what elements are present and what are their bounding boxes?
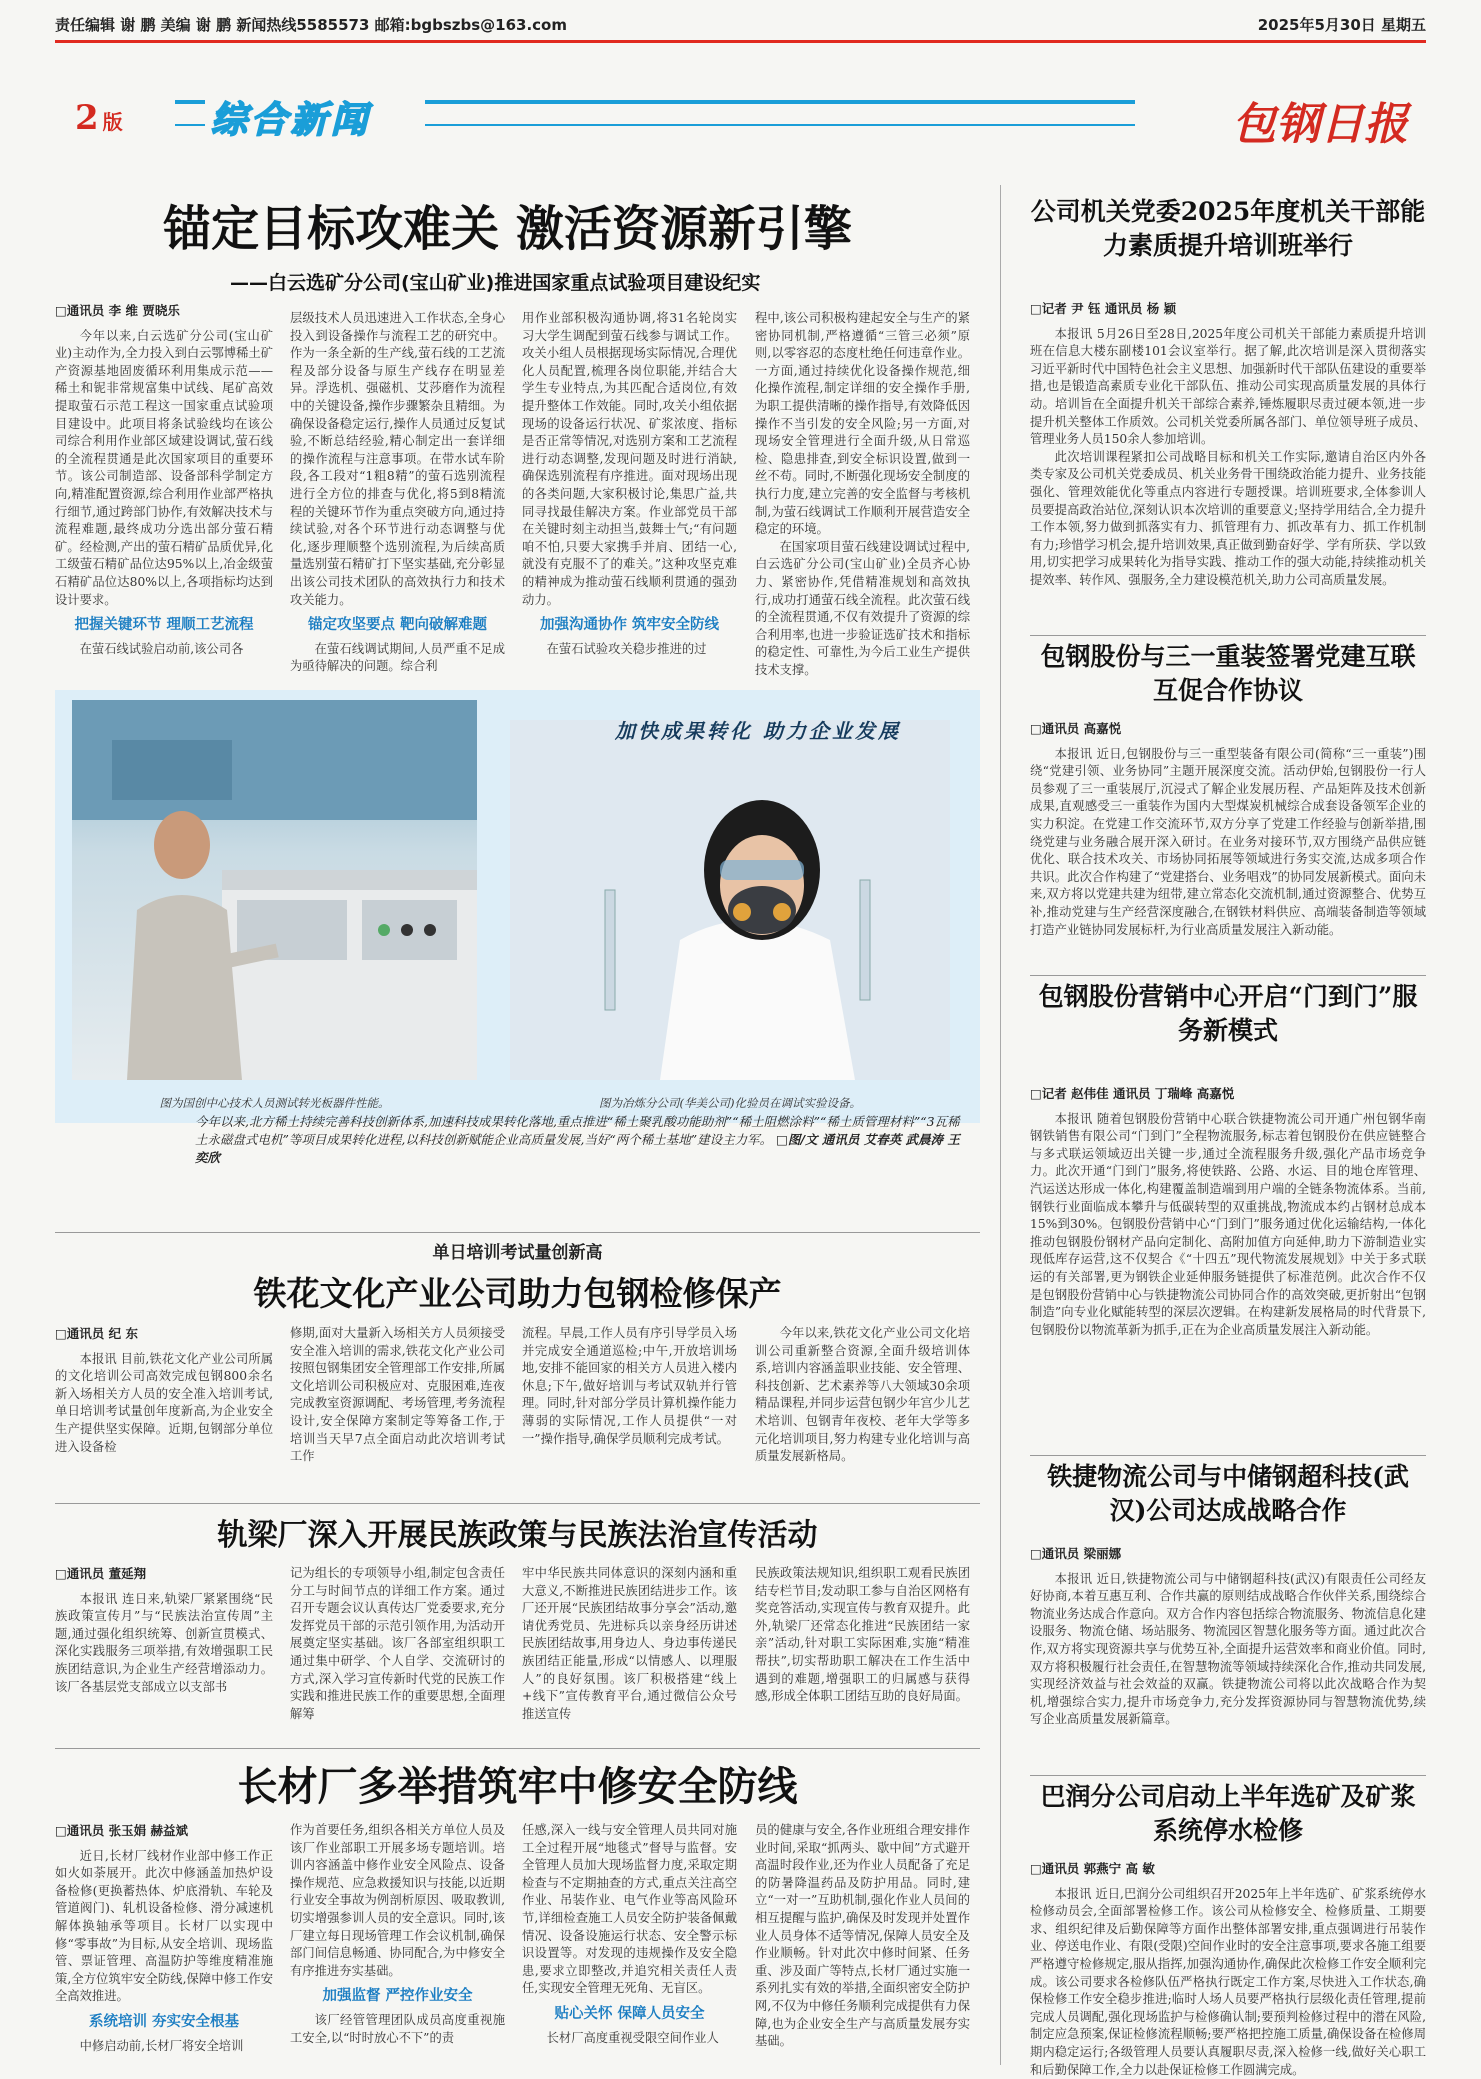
byline: □通讯员 郭燕宁 高 敏 bbox=[1030, 1861, 1155, 1876]
photo-caption-2: 图为冶炼分公司(华美公司)化验员在调试实验设备。 bbox=[599, 1096, 861, 1110]
paragraph: 本报讯 连日来,轨梁厂紧紧围绕“民族政策宣传月”与“民族法治宣传周”主题,通过强化组织统筹、创新宣贯模式、深化实践服务三项举措,有效增强职工民族团结意识,为企业生产经营增添动力。该厂各基层党支部成立以支部书 bbox=[55, 1591, 273, 1694]
kicker: 单日培训考试量创新高 bbox=[432, 1243, 603, 1263]
article-title: 包钢股份与三一重装签署党建互联互促合作协议 bbox=[1040, 642, 1416, 705]
byline: □记者 尹 钰 通讯员 杨 颖 bbox=[1030, 301, 1177, 316]
article-title: 铁捷物流公司与中储钢超科技(武汉)公司达成战略合作 bbox=[1047, 1462, 1409, 1525]
divider bbox=[55, 1503, 980, 1504]
paragraph: 牢中华民族共同体意识的深刻内涵和重大意义,不断推进民族团结进步工作。该厂还开展“民族团结故事分享会”活动,邀请优秀党员、先进标兵以亲身经历讲述民族团结故事,用身边人、身边事传递民族团结正能量,形成“以情感人、以理服人”的良好氛围。该厂积极搭建“线上+线下”宣传教育平台,通过微信公众号推送宣传 bbox=[522, 1566, 737, 1721]
a4-col-2 bbox=[290, 1822, 505, 2062]
byline: □通讯员 张玉娟 赫益斌 bbox=[55, 1823, 189, 1838]
a3-col-1 bbox=[55, 1565, 273, 1745]
a4-col-3 bbox=[522, 1822, 737, 2062]
photo-lab-analyst bbox=[510, 720, 950, 1080]
paragraph: 程中,该公司积极构建起安全与生产的紧密协同机制,严格遵循“三管三必须”原则,以零容忍的态度杜绝任何违章作业。一方面,通过持续优化设备操作规范,细化操作流程,制定详细的安全操作手册,为职工提供清晰的操作指导,有效降低因操作不当引发的安全风险;另一方面,对现场安全管理进行全面升级,从日常巡检、隐患排查,到安全标识设置,做到一丝不苟。同时,不断强化现场安全制度的执行力度,建立完善的安全监督与考核机制,为萤石线调试工作顺利开展营造安全稳定的环境。 bbox=[755, 311, 970, 537]
article-title: 铁花文化产业公司助力包钢检修保产 bbox=[253, 1274, 782, 1313]
paragraph: 今年以来,白云选矿分公司(宝山矿业)主动作为,全力投入到白云鄂博稀土矿产资源基地固废循环利用集成示范——稀土和铌非常规富集中试线、尾矿高效提取萤石示范工程这一国家重点试验项目建设中。此项目将条试验线均在该公司综合利用作业部区域建设调试,萤石线的全流程贯通是此次国家项目的重要环节。该公司制造部、设备部科学制定方向,精准配置资源,综合利用作业部严格执行细节,通过跨部门协作,有效解决技术与流程难题,最终成功分选出部分萤石精矿。经检测,产出的萤石精矿品质优异,化工级萤石精矿品位达95%以上,冶金级萤石精矿品位达80%以上,各项指标均达到设计要求。 bbox=[55, 328, 273, 607]
a1-col-4 bbox=[755, 310, 970, 677]
r4-body bbox=[1030, 1545, 1426, 1775]
paragraph: 今年以来,铁花文化产业公司文化培训公司重新整合资源,全面升级培训体系,培训内容涵盖职业技能、安全管理、科技创新、艺术素养等八大领域30余项精品课程,并同步运营包钢少年宫少儿艺术培训、包钢青年夜校、老年大学等多元化培训项目,努力构建专业化培训与高质量发展新格局。 bbox=[755, 1326, 970, 1464]
article-title: 长材厂多举措筑牢中修安全防线 bbox=[237, 1764, 798, 1810]
paragraph: 在萤石线试验启动前,该公司各 bbox=[79, 641, 244, 656]
divider bbox=[55, 1232, 980, 1233]
article-title: 包钢股份营销中心开启“门到门”服务新模式 bbox=[1038, 982, 1418, 1045]
masthead-logo: 包钢日报 bbox=[1222, 88, 1408, 152]
paragraph: 员的健康与安全,各作业班组合理安排作业时间,采取“抓两头、歇中间”方式避开高温时段作业,还为作业人员配备了充足的防暑降温药品及防护用品。同时,建立“一对一”互助机制,强化作业人员间的相互提醒与监护,确保及时发现并处置作业人员身体不适等情况,保障人员安全及作业顺畅。针对此次中修时间紧、任务重、涉及面广等特点,长材厂通过实施一系列扎实有效的举措,全面织密安全防护网,不仅为中修任务顺利完成提供有力保障,也为企业安全生产与高质量发展夯实基础。 bbox=[755, 1823, 970, 2049]
a3-col-3 bbox=[522, 1565, 737, 1745]
divider bbox=[1030, 1775, 1426, 1776]
paragraph: 在萤石线调试期间,人员严重不足成为亟待解决的问题。综合利 bbox=[290, 641, 505, 674]
article-title: 巴润分公司启动上半年选矿及矿浆系统停水检修 bbox=[1040, 1782, 1416, 1845]
paragraph: 修期,面对大量新入场相关方人员须接受安全准入培训的需求,铁花文化产业公司按照包钢集团安全管理部工作安排,所属文化培训公司积极应对、克服困难,连夜完成教室资源调配、考场管理,考务流程设计,安全保障方案制定等筹备工作,于培训当天早7点全面启动此次培训考试工作 bbox=[290, 1326, 505, 1464]
photo-feature-text bbox=[195, 1113, 960, 1167]
column-divider bbox=[1000, 185, 1001, 2065]
article-title: 公司机关党委2025年度机关干部能力素质提升培训班举行 bbox=[1030, 197, 1426, 260]
a2-col-4 bbox=[755, 1325, 970, 1505]
paragraph: 本报讯 近日,巴润分公司组织召开2025年上半年选矿、矿浆系统停水检修动员会,全面部署检修工作。该公司从检修安全、检修质量、工期要求、组织纪律及后勤保障等方面作出整体部署安排,重点强调进行吊装作业、停送电作业、有限(受限)空间作业时的安全注意事项,要求各施工组要严格遵守检修规定,服从指挥,加强沟通协作,确保此次检修工作安全顺利完成。该公司要求各检修队伍严格执行既定工作方案,尽快进入工作状态,确保检修工作安全稳步推进;临时人场人员要严格执行层级化责任管理,提前完成人员调配,强化现场监护与检修确认制;要预判检修过程中的潜在风险,制定应急预案,保证检修流程顺畅;要严格把控施工质量,确保设备在检修周期内稳定运行;各级管理人员要认真履职尽责,深入检修一线,做好关心职工和后勤保障工作,全力以赴保证检修工作圆满完成。 bbox=[1030, 1886, 1426, 2077]
paragraph: 此次培训课程紧扣公司战略目标和机关工作实际,邀请自治区内外各类专家及公司机关党委成员、机关业务骨干围绕政治能力提升、业务技能强化、管理效能优化等重点内容进行专题授课。培训班要求,全体参训人员要提高政治站位,深刻认识本次培训的重要意义;坚持学用结合,全力提升工作本领,努力做到抓落实有力、抓管理有力、抓改革有力、抓工作机制有力;珍惜学习机会,提升培训效果,真正做到勤奋好学、学有所获、学以致用,切实把学习成果转化为指导实践、推动工作的强大动能,持续推动机关提效率、转作风、强服务,全力建设模范机关,助力公司高质量发展。 bbox=[1030, 449, 1426, 587]
byline: □通讯员 董延翔 bbox=[55, 1566, 147, 1581]
byline: □通讯员 纪 东 bbox=[55, 1326, 139, 1341]
paragraph: 民族政策法规知识,组织职工观看民族团结专栏节目;发动职工参与自治区网格有奖竞答活动,实现宣传与教育双提升。此外,轨梁厂还常态化推进“民族团结一家亲”活动,针对职工实际困难,实施“精准帮扶”,切实帮助职工解决在工作生活中遇到的难题,增强职工的归属感与获得感,形成全体职工团结互助的良好局面。 bbox=[755, 1566, 970, 1704]
subheading: 加强沟通协作 筑牢安全防线 bbox=[539, 617, 720, 634]
article-title: 轨梁厂深入开展民族政策与民族法治宣传活动 bbox=[217, 1518, 818, 1553]
r3-body bbox=[1030, 1085, 1426, 1455]
subheading: 锚定攻坚要点 靶向破解难题 bbox=[307, 617, 488, 634]
a1-col-3 bbox=[522, 310, 737, 667]
a1-col-1 bbox=[55, 302, 273, 667]
byline: □通讯员 梁丽娜 bbox=[1030, 1546, 1122, 1561]
page-header bbox=[55, 14, 1426, 36]
divider bbox=[1030, 1455, 1426, 1456]
a1-col-2 bbox=[290, 310, 505, 674]
paragraph: 本报讯 随着包钢股份营销中心联合铁捷物流公司开通广州包钢华南钢铁销售有限公司“门到门”全程物流服务,标志着包钢股份在供应链整合与多式联运领域迈出关键一步,通过全流程服务升级,强化产品市场竞争力。此次开通“门到门”服务,将使铁路、公路、水运、目的地仓库管理、汽运送达形成一体化,构建覆盖制造端到用户端的全链条物流体系。当前,钢铁行业面临成本攀升与低碳转型的双重挑战,物流成本约占钢材总成本15%到30%。包钢股份营销中心“门到门”服务通过优化运输结构,一体化推动包钢股份钢材产品向定制化、高附加值方向延伸,助力下游制造业实现低库存运营,这不仅契合《“十四五”现代物流发展规划》中关于多式联运的有关部署,更为钢铁企业延伸服务链提供了标准范例。此次合作不仅是包钢股份营销中心与铁捷物流公司协同合作的高效突破,更折射出“包钢制造”向专业化赋能转型的深层次逻辑。在构建新发展格局的时代背景下,包钢股份以物流革新为抓手,正在为企业高质量发展注入新动能。 bbox=[1030, 1111, 1426, 1337]
paragraph: 作为首要任务,组织各相关方单位人员及该厂作业部职工开展多场专题培训。培训内容涵盖中修作业安全风险点、设备操作规范、应急救援知识与技能,以近期行业安全事故为例剖析原因、吸取教训,切实增强参训人员的安全意识。同时,该厂建立每日现场管理工作会议机制,确保部门间信息畅通、协同配合,为中修安全有序推进夯实基础。 bbox=[290, 1823, 505, 1978]
paragraph: 长材厂高度重视受限空间作业人 bbox=[546, 2030, 719, 2045]
a4-col-1 bbox=[55, 1822, 273, 2062]
issue-date: 2025年5月30日 星期五 bbox=[1257, 16, 1426, 34]
header-rule bbox=[55, 40, 1426, 43]
byline: □通讯员 高嘉悦 bbox=[1030, 721, 1122, 736]
paragraph: 在国家项目萤石线建设调试过程中,白云选矿分公司(宝山矿业)全员齐心协力、紧密协作,凭借精准规划和高效执行,成功打通萤石线全流程。此次萤石线的全流程贯通,不仅有效提升了资源的综合利用率,也进一步验证选矿技术和指标的稳定性、可靠性,为今后工业生产提供技术支撑。 bbox=[755, 539, 970, 677]
byline: □记者 赵伟佳 通讯员 丁瑞峰 高嘉悦 bbox=[1030, 1086, 1235, 1101]
photo-lab-technician bbox=[72, 700, 477, 1080]
subheading: 贴心关怀 保障人员安全 bbox=[554, 2005, 705, 2022]
a2-col-3 bbox=[522, 1325, 737, 1505]
paragraph: 任感,深入一线与安全管理人员共同对施工全过程开展“地毯式”督导与监督。安全管理人员加大现场监督力度,采取定期检查与不定期抽查的方式,重点关注高空作业、吊装作业、电气作业等高风险环节,详细检查施工人员安全防护装备佩戴情况、设备设施运行状态、安全警示标识设置等。对发现的违规操作及安全隐患,要求立即整改,并追究相关责任人责任,实现安全管理无死角、无盲区。 bbox=[522, 1823, 737, 1996]
photo-credit: □图/文 通讯员 艾春英 武晨涛 王奕欣 bbox=[195, 1132, 960, 1165]
paragraph: 本报讯 近日,铁捷物流公司与中储钢超科技(武汉)有限责任公司经友好协商,本着互惠互利、合作共赢的原则结成战略合作伙伴关系,围绕综合物流业务达成合作意向。双方合作内容包括综合物流服务、物流信息化建设服务、物流仓储、场站服务、物流园区智慧化服务等方面。通过此次合作,双方将实现资源共享与优势互补,全面提升运营效率和商业价值。同时,双方将积极履行社会责任,在智慧物流等领域持续深化合作,推动共同发展,实现经济效益与社会效益的双赢。铁捷物流公司将以此次战略合作为契机,增强综合实力,提升市场竞争力,充分发挥资源协同与智慧物流优势,续写企业高质量发展新篇章。 bbox=[1030, 1571, 1426, 1727]
paragraph: 流程。早晨,工作人员有序引导学员入场并完成安全通道巡检;中午,开放培训场地,安排不能回家的相关方人员进入楼内休息;下午,做好培训与考试双轨并行管理。同时,针对部分学员计算机操作能力薄弱的实际情况,工作人员提供“一对一”操作指导,确保学员顺利完成考试。 bbox=[522, 1326, 737, 1446]
photo-feature-title: 加快成果转化 助力企业发展 bbox=[615, 719, 901, 743]
subheading: 系统培训 夯实安全根基 bbox=[88, 2013, 240, 2030]
photo-text: 今年以来,北方稀土持续完善科技创新体系,加速科技成果转化落地,重点推进“稀土聚乳酸功能助剂”“稀土阻燃涂料”“稀土质管理材料”“3瓦稀土永磁盘式电机”等项目成果转化进程,以科技创新赋能企业高质量发展,当好“两个稀土基地”建设主力军。 bbox=[195, 1114, 960, 1147]
subheading: 把握关键环节 理顺工艺流程 bbox=[74, 617, 254, 634]
technician-illustration bbox=[72, 700, 477, 1080]
photo-caption-1: 图为国创中心技术人员测试转光板器件性能。 bbox=[159, 1096, 390, 1110]
a4-col-4 bbox=[755, 1822, 970, 2062]
page-number: 2 版 bbox=[75, 98, 123, 138]
a3-col-2 bbox=[290, 1565, 505, 1745]
paragraph: 记为组长的专项领导小组,制定包含责任分工与时间节点的详细工作方案。通过召开专题会议认真传达厂党委要求,充分发挥党员干部的示范引领作用,为活动开展奠定坚实基础。该厂各部室组织职工通过集中研学、个人自学、交流研讨的方式,深入学习宣传新时代党的民族工作实践和推进民族工作的重要思想,全面理解筹 bbox=[290, 1566, 505, 1721]
paragraph: 本报讯 5月26日至28日,2025年度公司机关干部能力素质提升培训班在信息大楼东副楼101会议室举行。据了解,此次培训是深入贯彻落实习近平新时代中国特色社会主义思想、加强新时代干部队伍建设的重要举措,也是锻造高素质专业化干部队伍、推动公司实现高质量发展的具体行动。培训旨在全面提升机关干部综合素养,锤炼履职尽责过硬本领,进一步提升机关整体工作质效。公司机关党委所属各部门、单位领导班子成员、管理业务人员150余人参加培训。 bbox=[1030, 326, 1426, 447]
divider bbox=[1030, 975, 1426, 976]
divider bbox=[1030, 635, 1426, 636]
paragraph: 该厂经管管理团队成员高度重视施工安全,以“时时放心不下”的责 bbox=[290, 2012, 505, 2045]
paragraph: 中修启动前,长材厂将安全培训 bbox=[79, 2038, 244, 2053]
r2-body bbox=[1030, 720, 1426, 975]
r1-body bbox=[1030, 300, 1426, 640]
byline: □通讯员 李 维 贾晓乐 bbox=[55, 303, 180, 318]
paragraph: 层级技术人员迅速进入工作状态,全身心投入到设备操作与流程工艺的研究中。作为一条全新的生产线,萤石线的工艺流程及部分设备与原生产线存在明显差异。浮选机、强磁机、艾莎磨作为流程中的关键设备,操作步骤繁杂且精细。为确保设备稳定运行,操作人员通过反复试验,不断总结经验,精心制定出一套详细的操作流程与注意事项。在带水试车阶段,各工段对“1粗8精”的萤石选别流程进行全方位的排查与优化,将5到8精流程的关键环节作为重点突破方向,通过持续试验,对各个环节进行动态调整与优化,逐步理顺整个选别流程,为后续高质量选别萤石精矿打下坚实基础,充分彰显出该公司技术团队的高效执行力和技术攻关能力。 bbox=[290, 311, 505, 607]
paragraph: 在萤石试验攻关稳步推进的过 bbox=[546, 641, 707, 656]
paragraph: 本报讯 近日,包钢股份与三一重型装备有限公司(简称“三一重装”)围绕“党建引领、业务协同”主题开展深度交流。活动伊始,包钢股份一行人员参观了三一重装展厅,沉浸式了解企业发展历程、产品矩阵及技术创新成果,直观感受三一重装作为国内大型煤炭机械综合成套设备领军企业的实力积淀。在党建工作交流环节,双方分享了党建工作经验与创新举措,围绕党建与业务融合展开深入研讨。在业务对接环节,双方围绕产品供应链优化、联合技术攻关、市场协同拓展等领域进行务实交流,达成多项合作共识。此次合作构建了“党建搭台、业务唱戏”的协同发展新模式。面向未来,双方将以党建共建为纽带,建立常态化交流机制,通过资源整合、优势互补,推动党建与生产经营深度融合,在钢铁材料供应、高端装备制造等领域打造产业链协同发展标杆,为行业高质量发展注入新动能。 bbox=[1030, 746, 1426, 937]
section-title: 综合新闻 bbox=[205, 92, 425, 134]
paragraph: 用作业部积极沟通协调,将31名轮岗实习大学生调配到萤石线参与调试工作。攻关小组人员根据现场实际情况,合理优化人员配置,梳理各岗位职能,并结合大学生专业特点,为其匹配合适岗位,有效提升整体工作效能。同时,攻关小组依据现场的设备运行状况、矿浆浓度、指标是否正常等情况,对选别方案和工艺流程进行动态调整,发现问题及时进行消缺,确保选别流程有序推进。面对现场出现的各类问题,大家积极讨论,集思广益,共同寻找最佳解决方案。作业部党员干部在关键时刻主动担当,鼓舞士气;“有问题咱不怕,只要大家携手并肩、团结一心,就没有克服不了的难关。”这种攻坚克难的精神成为推动萤石线顺利贯通的强劲动力。 bbox=[522, 311, 737, 607]
paragraph: 近日,长材厂线材作业部中修工作正如火如荼展开。此次中修涵盖加热炉设备检修(更换蓄热体、炉底滑轨、车轮及管道阀门)、轧机设备检修、滑分减速机解体换轴承等项目。长材厂以实现中修“零事故”为目标,从安全培训、现场监管、票证管理、高温防护等维度精准施策,全方位筑牢安全防线,保障中修工作安全高效推进。 bbox=[55, 1848, 273, 2004]
a2-col-2 bbox=[290, 1325, 505, 1505]
analyst-illustration bbox=[510, 720, 950, 1080]
r5-body bbox=[1030, 1860, 1426, 2077]
a2-col-1 bbox=[55, 1325, 273, 1505]
paragraph: 本报讯 目前,铁花文化产业公司所属的文化培训公司高效完成包钢800余名新入场相关方人员的安全准入培训考试,单日培训考试量创年度新高,为企业安全生产提供坚实保障。近期,包钢部分单位进入设备检 bbox=[55, 1351, 273, 1454]
subheading: 加强监督 严控作业安全 bbox=[322, 1988, 473, 2005]
article-subtitle: ——白云选矿分公司(宝山矿业)推进国家重点试验项目建设纪实 bbox=[230, 272, 761, 294]
divider bbox=[55, 1748, 980, 1749]
editor-info: 责任编辑 谢 鹏 美编 谢 鹏 新闻热线5585573 邮箱:bgbszbs@163.com bbox=[55, 16, 567, 34]
article-title: 锚定目标攻难关 激活资源新引擎 bbox=[163, 201, 852, 257]
a3-col-4 bbox=[755, 1565, 970, 1745]
